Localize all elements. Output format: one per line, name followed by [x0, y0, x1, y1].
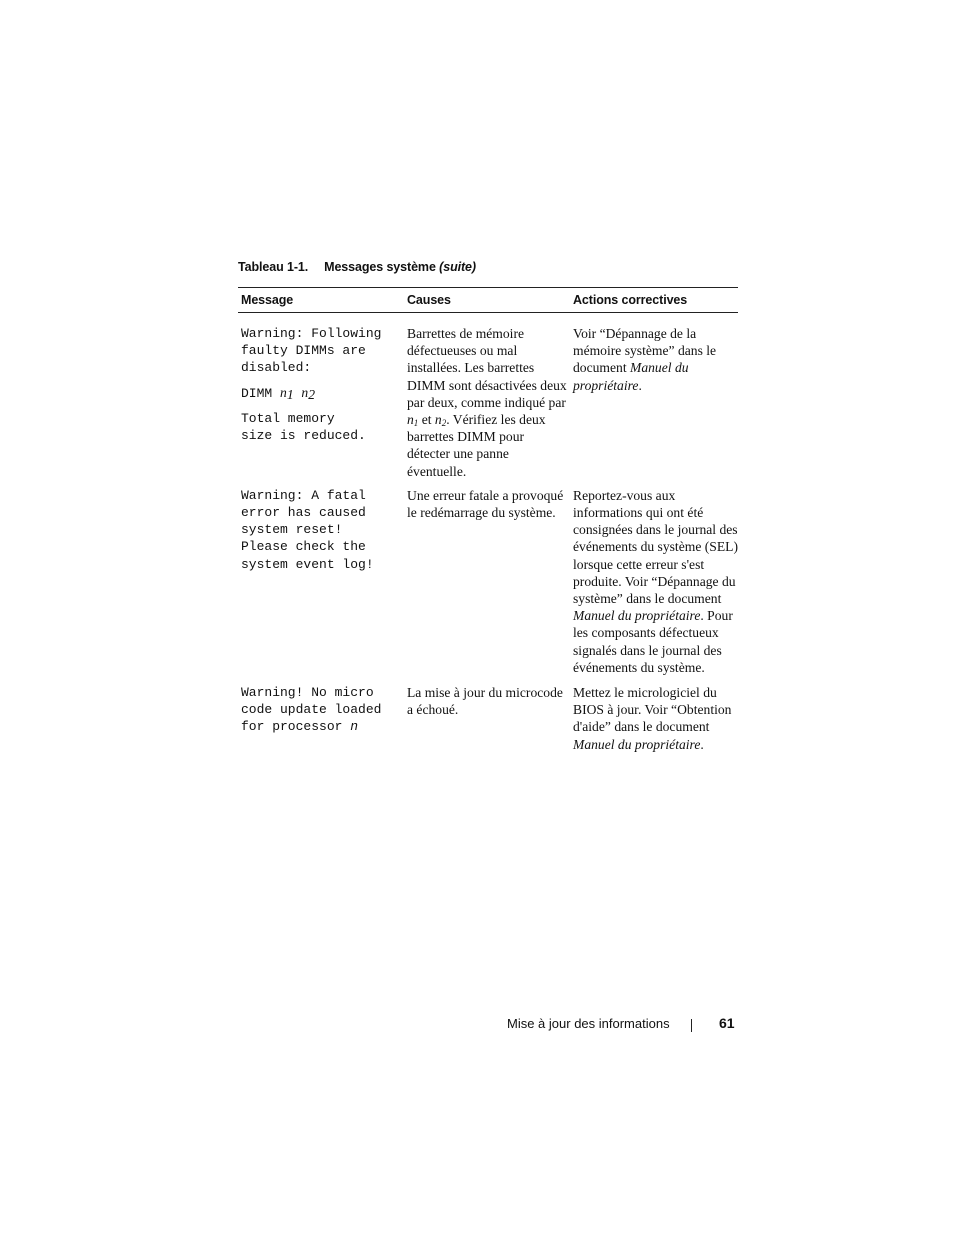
- message-cell: [238, 325, 404, 444]
- action-text: Voir “Dépannage de la mémoire système” dans le document Manuel du propriétaire.: [573, 326, 717, 393]
- action-cell: [570, 325, 738, 394]
- table-header: [238, 288, 738, 312]
- table-header-rule: [238, 312, 738, 313]
- message-text: Warning: A fatal error has caused system reset! Please check the system event log!: [241, 487, 374, 572]
- header-message: Message: [241, 293, 294, 307]
- cause-cell: [404, 325, 570, 480]
- cause-text: La mise à jour du microcode a échoué.: [407, 685, 563, 718]
- system-messages-table: [238, 287, 738, 753]
- action-cell: [570, 487, 738, 676]
- message-dimm-line: DIMM $n_1$ $n_2$: [241, 384, 316, 402]
- action-cell: [570, 684, 738, 753]
- caption-title: Messages système: [324, 260, 436, 274]
- page-number: 61: [719, 1015, 735, 1031]
- caption-suffix: (suite): [439, 260, 476, 274]
- header-actions: Actions correctives: [573, 293, 688, 307]
- table-row: [238, 684, 738, 753]
- table-row: [238, 487, 738, 676]
- cause-text: Une erreur fatale a provoqué le redémarrage du système.: [407, 487, 564, 521]
- header-causes: Causes: [407, 293, 451, 307]
- message-text: Warning: Following faulty DIMMs are disabled:: [241, 326, 382, 376]
- table-caption: [238, 260, 476, 274]
- table-row: [238, 325, 738, 480]
- action-text: Mettez le micrologiciel du BIOS à jour. Voir “Obtention d'aide” dans le document Manuel du propriétaire.: [573, 685, 732, 752]
- message-text: Warning! No micro code update loaded for processor n: [241, 685, 382, 735]
- footer-separator: [691, 1019, 692, 1032]
- action-text: Reportez-vous aux informations qui ont été consignées dans le journal des événements du système (SEL) lorsque cette erreur s'est produite. Voir “Dépannage du système” dans le document Manuel du propriétaire. Pour les composants défectueux signalés dans le journal des événements du système.: [573, 487, 738, 675]
- message-text: Total memory size is reduced.: [241, 410, 366, 444]
- cause-cell: [404, 684, 570, 718]
- footer-section-title: Mise à jour des informations: [507, 1016, 670, 1031]
- message-cell: [238, 684, 404, 736]
- cause-text: Barrettes de mémoire défectueuses ou mal installées. Les barrettes DIMM sont désactivées deux par deux, comme indiqué par $n_1$ et $n_2$. Vérifiez les deux barrettes DIMM pour détecter une panne éventuelle.: [407, 326, 567, 479]
- message-cell: [238, 487, 404, 573]
- cause-cell: [404, 487, 570, 521]
- caption-label: Tableau 1-1.: [238, 260, 309, 274]
